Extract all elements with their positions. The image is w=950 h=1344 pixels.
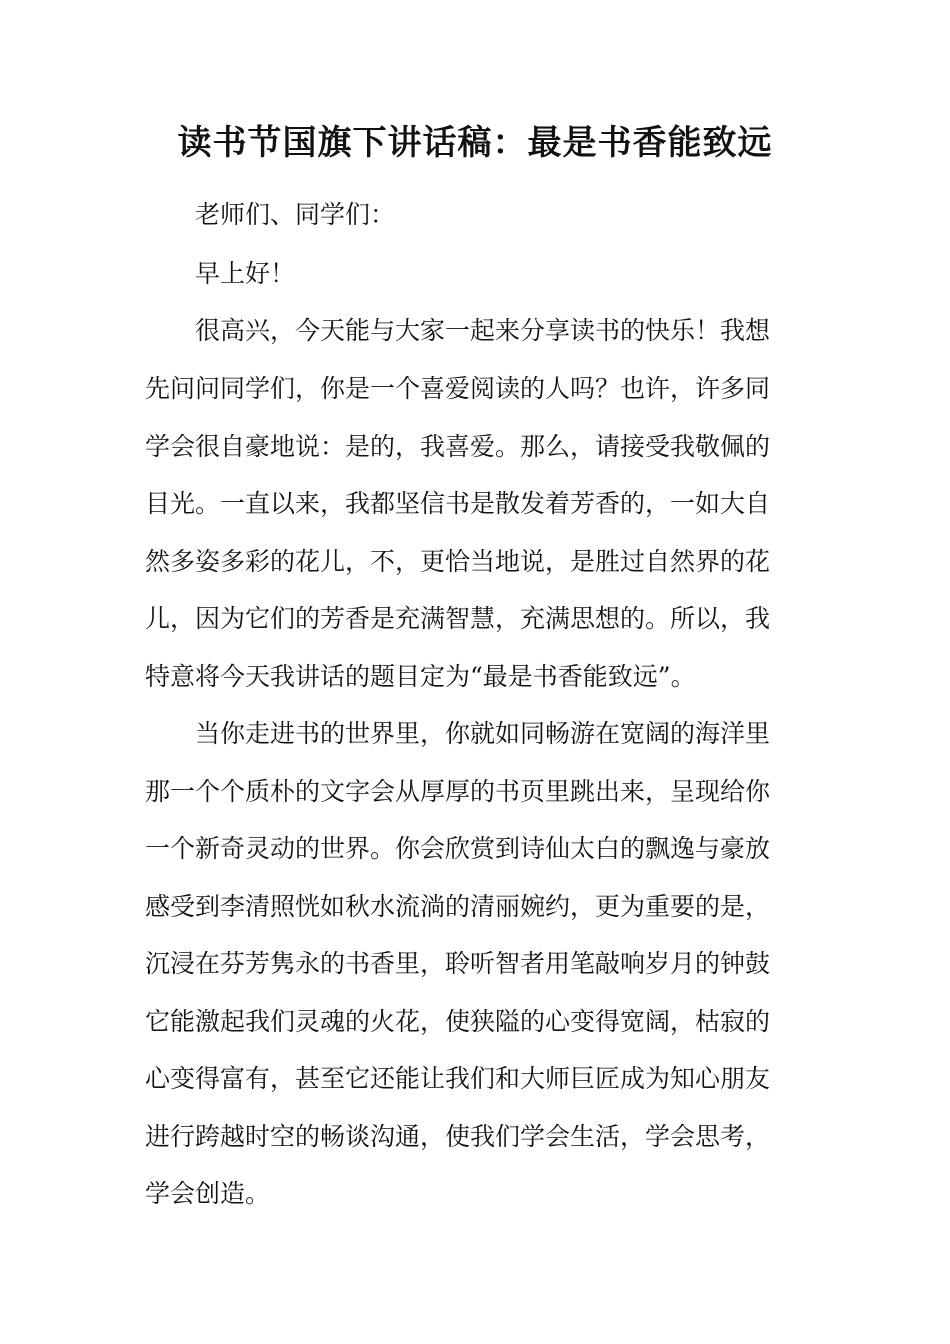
- paragraph-1-line-7: 特意将今天我讲话的题目定为“最是书香能致远”。: [145, 662, 696, 691]
- greeting: 老师们、同学们：: [195, 200, 396, 229]
- paragraph-2-line-4: 感受到李清照恍如秋水流淌的清丽婉约，更为重要的是，: [145, 892, 771, 921]
- paragraph-1-line-3: 学会很自豪地说：是的，我喜爱。那么，请接受我敬佩的: [145, 432, 771, 461]
- paragraph-1-line-5: 然多姿多彩的花儿，不，更恰当地说，是胜过自然界的花: [145, 547, 771, 576]
- paragraph-2-line-9: 学会创造。: [145, 1179, 271, 1208]
- paragraph-2-line-7: 心变得富有，甚至它还能让我们和大师巨匠成为知心朋友: [145, 1064, 771, 1093]
- salutation: 早上好！: [195, 259, 296, 288]
- paragraph-1-line-1: 很高兴，今天能与大家一起来分享读书的快乐！我想: [195, 316, 771, 345]
- paragraph-2-line-8: 进行跨越时空的畅谈沟通，使我们学会生活，学会思考，: [145, 1122, 771, 1151]
- paragraph-1-line-2: 先问问同学们，你是一个喜爱阅读的人吗？也许，许多同: [145, 374, 771, 403]
- paragraph-1-line-4: 目光。一直以来，我都坚信书是散发着芳香的，一如大自: [145, 489, 771, 518]
- paragraph-1-line-6: 儿，因为它们的芳香是充满智慧，充满思想的。所以，我: [145, 604, 771, 633]
- paragraph-2-line-6: 它能激起我们灵魂的火花，使狭隘的心变得宽阔，枯寂的: [145, 1007, 771, 1036]
- paragraph-2-line-5: 沉浸在芬芳隽永的书香里，聆听智者用笔敲响岁月的钟鼓: [145, 949, 771, 978]
- paragraph-2-line-3: 一个新奇灵动的世界。你会欣赏到诗仙太白的飘逸与豪放: [145, 834, 771, 863]
- paragraph-2-line-1: 当你走进书的世界里，你就如同畅游在宽阔的海洋里: [195, 719, 771, 748]
- paragraph-2-line-2: 那一个个质朴的文字会从厚厚的书页里跳出来，呈现给你: [145, 777, 771, 806]
- document-title: 读书节国旗下讲话稿：最是书香能致远: [177, 123, 773, 163]
